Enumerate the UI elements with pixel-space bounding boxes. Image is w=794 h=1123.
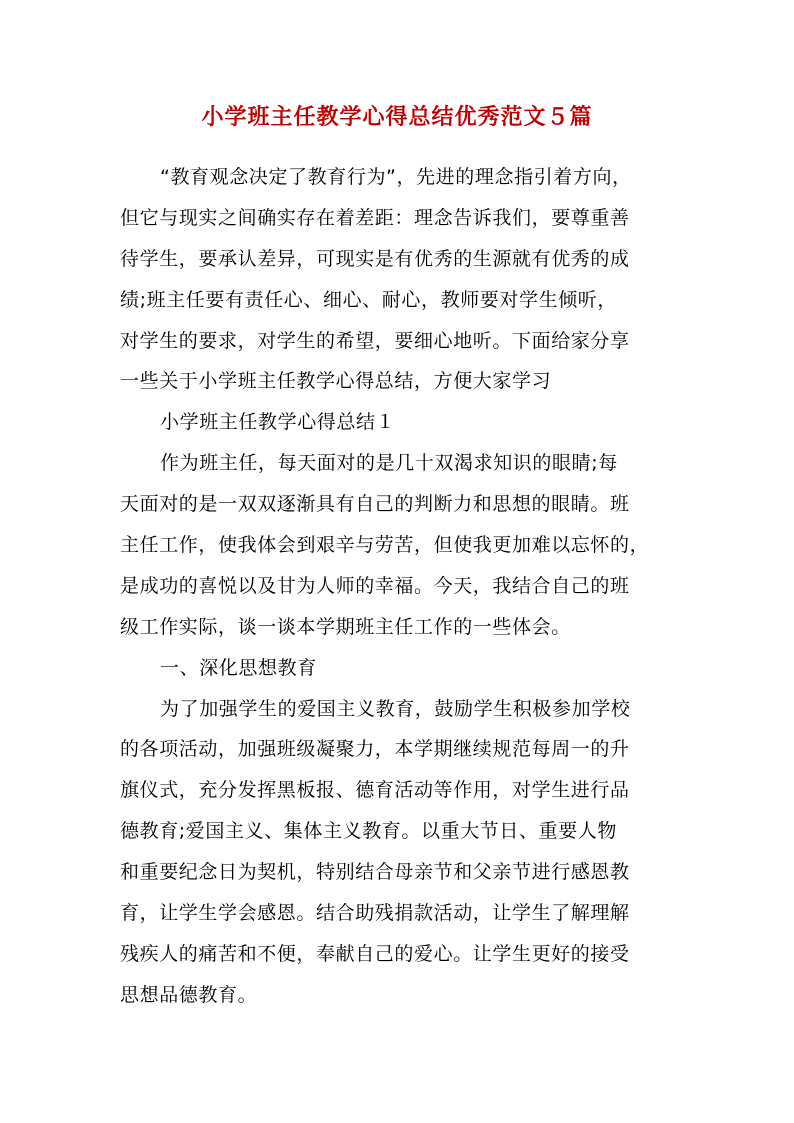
paragraph-line: 待学生，要承认差异，可现实是有优秀的生源就有优秀的成 (120, 247, 630, 270)
paragraph-line: 绩;班主任要有责任心、细心、耐心，教师要对学生倾听， (120, 288, 618, 311)
paragraph-line: 天面对的是一双双逐渐具有自己的判断力和思想的眼睛。班 (120, 493, 630, 516)
document-title: 小学班主任教学心得总结优秀范文５篇 (201, 104, 593, 130)
paragraph-line: “教育观念决定了教育行为”，先进的理念指引着方向， (160, 166, 632, 188)
section-heading: 小学班主任教学心得总结１ (160, 411, 396, 434)
paragraph-line: 对学生的要求，对学生的希望，要细心地听。下面给家分享 (120, 329, 630, 352)
section-heading: 一、深化思想教育 (160, 656, 317, 679)
paragraph-line: 残疾人的痛苦和不便，奉献自己的爱心。让学生更好的接受 (120, 942, 630, 965)
paragraph-line: 一些关于小学班主任教学心得总结，方便大家学习 (120, 370, 552, 393)
paragraph-line: 和重要纪念日为契机，特别结合母亲节和父亲节进行感恩教 (120, 861, 630, 884)
paragraph-line: 旗仪式，充分发挥黑板报、德育活动等作用，对学生进行品 (120, 779, 630, 802)
paragraph-line: 的各项活动，加强班级凝聚力，本学期继续规范每周一的升 (120, 738, 630, 761)
paragraph-line: 级工作实际，谈一谈本学期班主任工作的一些体会。 (120, 615, 571, 638)
document-body (120, 157, 692, 1016)
paragraph-line: 德教育;爱国主义、集体主义教育。以重大节日、重要人物 (120, 820, 618, 843)
paragraph-line: 思想品德教育。 (120, 983, 258, 1006)
paragraph-line: 育，让学生学会感恩。结合助残捐款活动，让学生了解理解 (120, 902, 630, 925)
paragraph-line: 作为班主任，每天面对的是几十双渴求知识的眼睛;每 (160, 452, 618, 475)
paragraph-line: 但它与现实之间确实存在着差距：理念告诉我们，要尊重善 (120, 206, 630, 229)
paragraph-line: 主任工作，使我体会到艰辛与劳苦，但使我更加难以忘怀的， (120, 534, 650, 557)
paragraph-line: 为了加强学生的爱国主义教育，鼓励学生积极参加学校 (160, 697, 631, 720)
paragraph-line: 是成功的喜悦以及甘为人师的幸福。今天，我结合自己的班 (120, 574, 630, 597)
